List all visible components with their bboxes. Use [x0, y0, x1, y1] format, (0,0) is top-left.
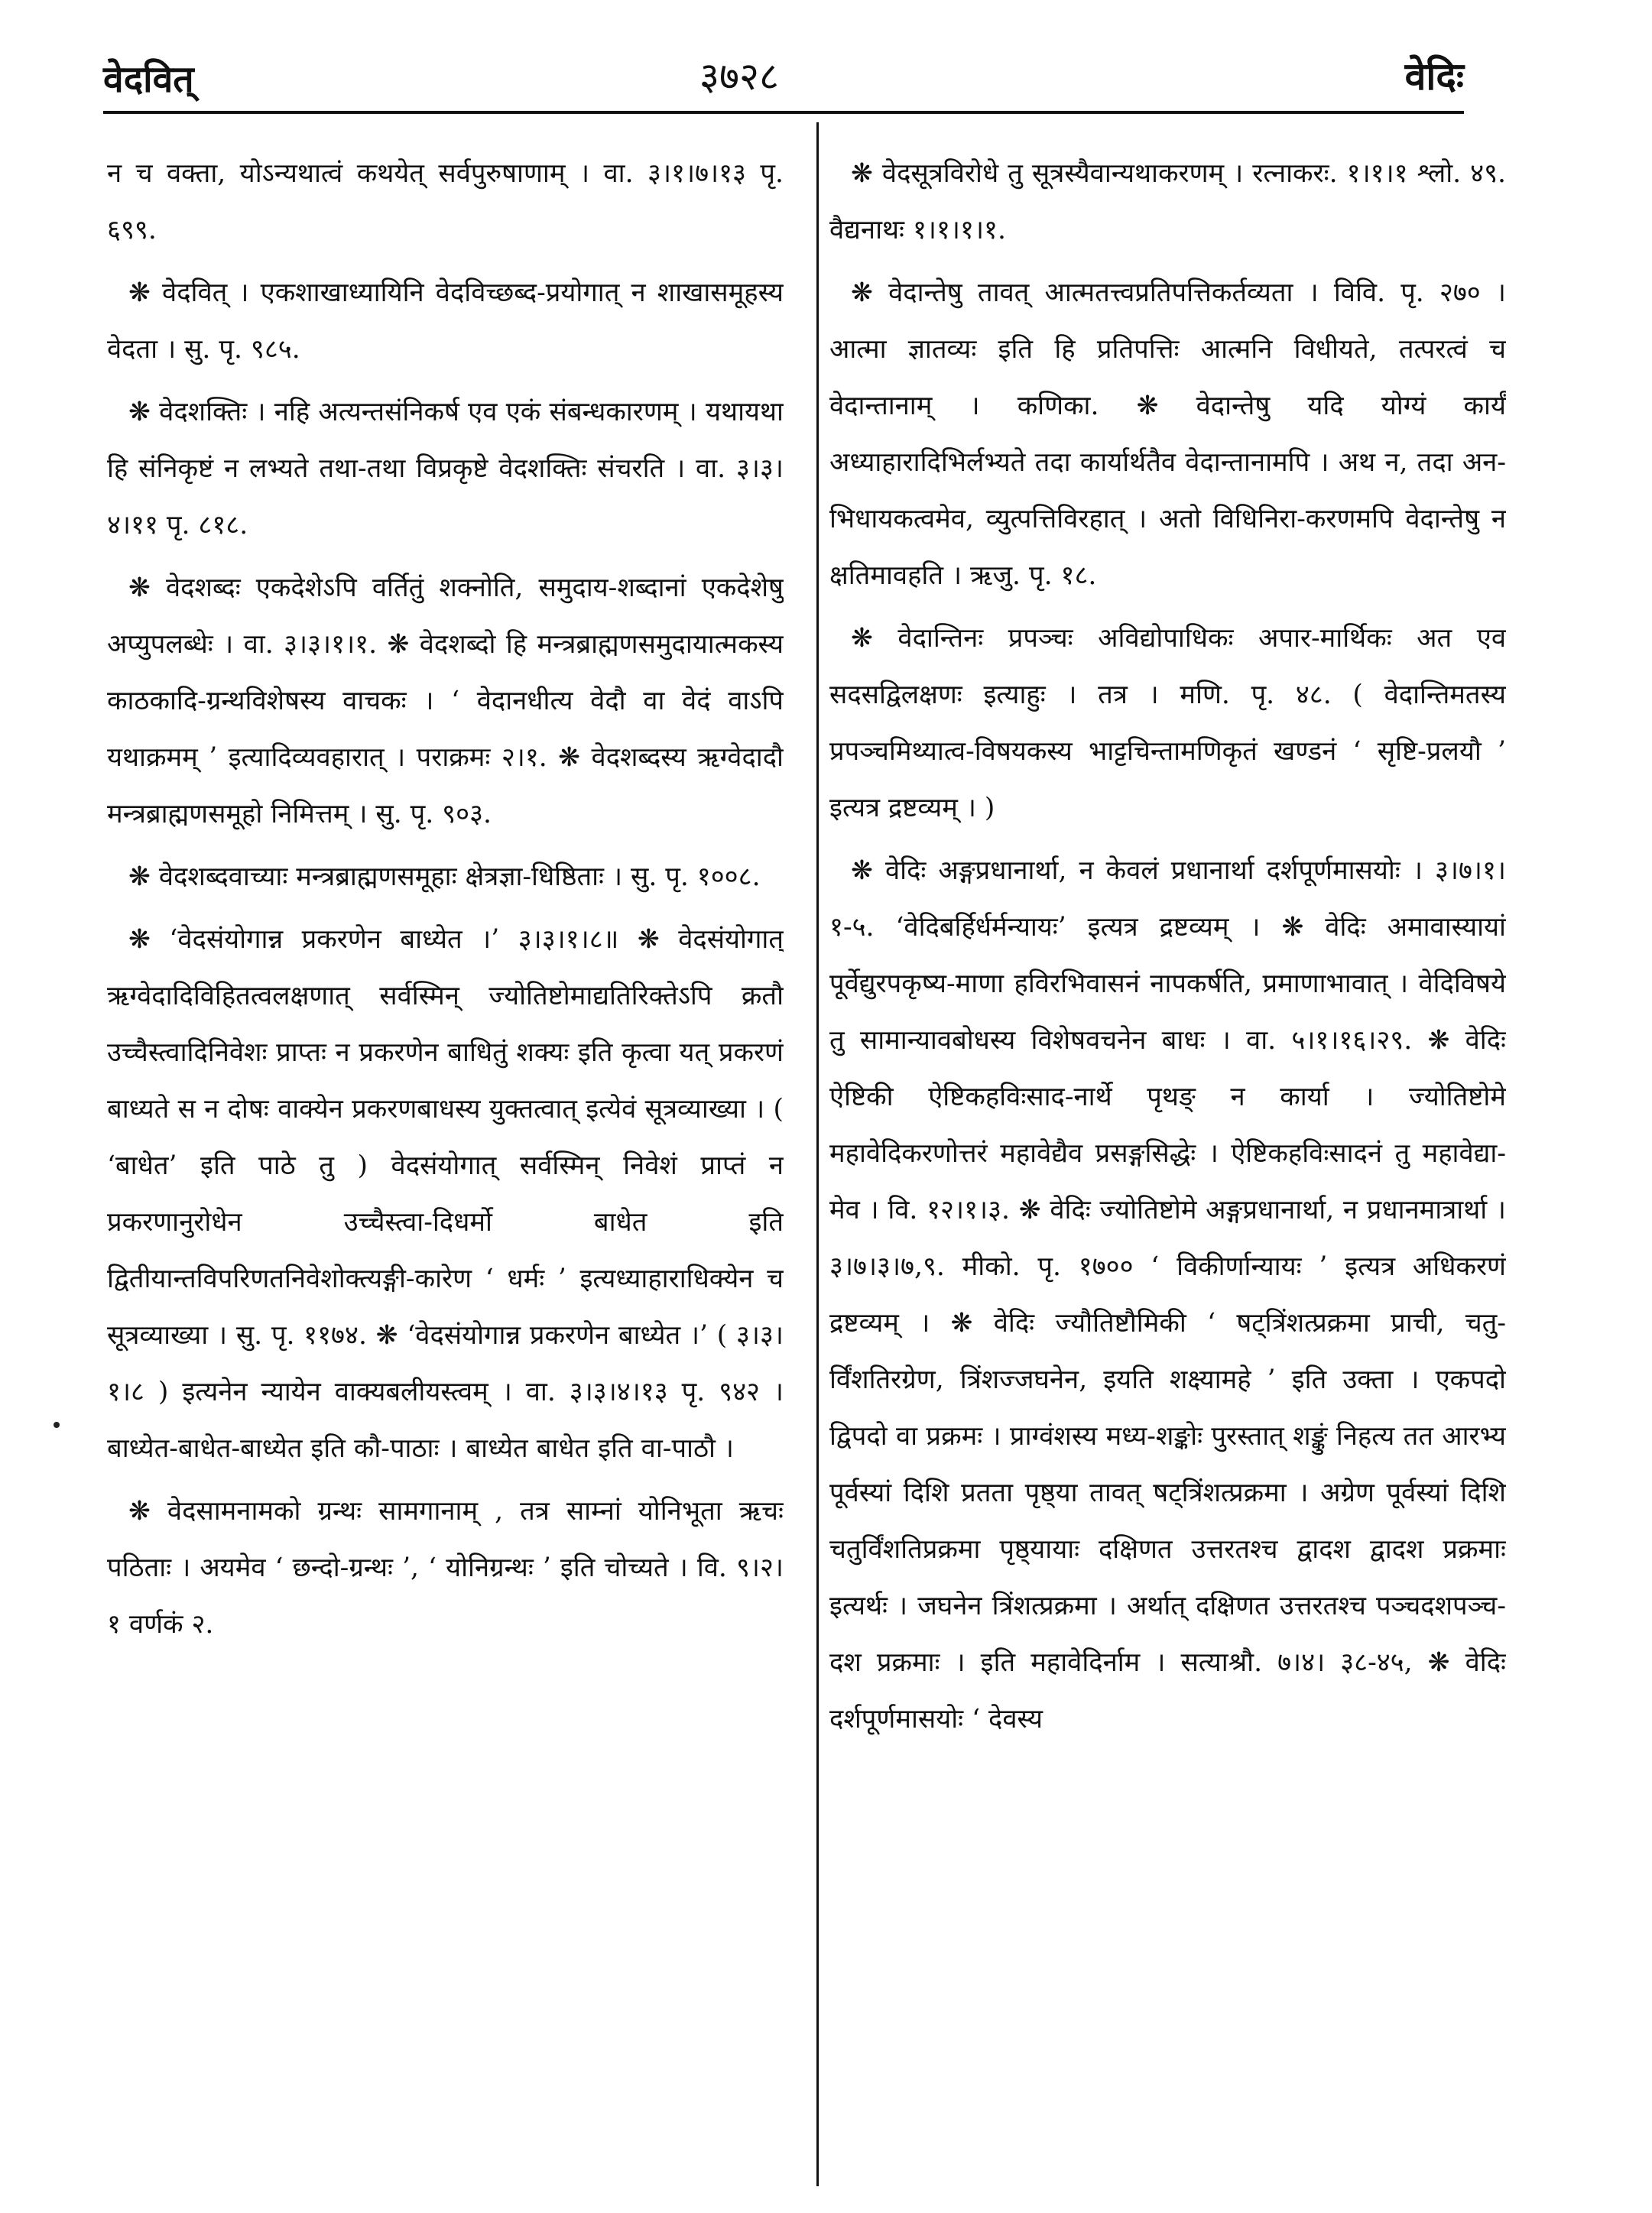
column-divider [816, 122, 819, 2186]
header-rule [103, 111, 1464, 114]
entry-paragraph: ❋ वेदशब्दवाच्याः मन्त्रब्राह्मणसमूहाः क्षेत्रज्ञा-धिष्ठिताः । सु. पृ. १००८. [128, 862, 761, 892]
entry-paragraph: न च वक्ता, योऽन्यथात्वं कथयेत् सर्वपुरुषाणाम् । वा. ३।१।७।१३ पृ. ६९९. [107, 158, 784, 245]
scan-speck [54, 1422, 60, 1428]
entry-paragraph: ❋ वेदसूत्रविरोधे तु सूत्रस्यैवान्यथाकरणम् । रत्नाकरः. १।१।१ श्लो. ४९. वैद्यनाथः १।१।१।१. [829, 158, 1506, 245]
entry-paragraph: ❋ वेदसामनामको ग्रन्थः सामगानाम् , तत्र साम्नां योनिभूता ऋचः पठिताः । अयमेव ‘ छन्दो-ग्रन्थः ’, ‘ योनिग्रन्थः ’ इति चोच्यते । वि. ९।२।१ वर्णकं २. [107, 1496, 784, 1640]
header-last-entry: वेदिः [1404, 54, 1464, 99]
page-number: ३७२८ [699, 54, 779, 99]
entry-paragraph: ❋ वेदान्तेषु तावत् आत्मतत्त्वप्रतिपत्तिकर्तव्यता । विवि. पृ. २७० । आत्मा ज्ञातव्यः इति हि प्रतिपत्तिः आत्मनि विधीयते, तत्परत्वं च वेदान्तानाम् । कणिका. ❋ वेदान्तेषु यदि योग्यं कार्यं अध्याहारादिभिर्लभ्यते तदा कार्यार्थतैव वेदान्तानामपि । अथ न, तदा अन-भिधायकत्वमेव, व्युत्पत्तिविरहात् । अतो विधिनिरा-करणमपि वेदान्तेषु न क्षतिमावहति । ऋजु. पृ. १८. [829, 277, 1506, 591]
entry-paragraph: ❋ ‘वेदसंयोगान्न प्रकरणेन बाध्येत ।’ ३।३।१।८॥ ❋ वेदसंयोगात् ऋग्वेदादिविहितत्वलक्षणात् सर्वस्मिन् ज्योतिष्टोमाद्यतिरिक्तेऽपि क्रतौ उच्चैस्त्वादिनिवेशः प्राप्तः न प्रकरणेन बाधितुं शक्यः इति कृत्वा यत् प्रकरणं बाध्यते स न दोषः वाक्येन प्रकरणबाधस्य युक्तत्वात् इत्येवं सूत्रव्याख्या । ( ‘बाधेत’ इति पाठे तु ) वेदसंयोगात् सर्वस्मिन् निवेशं प्राप्तं न प्रकरणानुरोधेन उच्चैस्त्वा-दिधर्मो बाधेत इति द्वितीयान्तविपरिणतनिवेशोक्त्यङ्गी-कारेण ‘ धर्मः ’ इत्यध्याहाराधिक्येन च सूत्रव्याख्या । सु. पृ. ११७४. ❋ ‘वेदसंयोगान्न प्रकरणेन बाध्येत ।’ ( ३।३।१।८ ) इत्यनेन न्यायेन वाक्यबलीयस्त्वम् । वा. ३।३।४।१३ पृ. ९४२ । बाध्येत-बाधेत-बाध्येत इति कौ-पाठाः । बाध्येत बाधेत इति वा-पाठौ । [107, 924, 784, 1464]
entry-paragraph: ❋ वेदान्तिनः प्रपञ्चः अविद्योपाधिकः अपार-मार्थिकः अत एव सदसद्विलक्षणः इत्याहुः । तत्र । मणि. पृ. ४८. ( वेदान्तिमतस्य प्रपञ्चमिथ्यात्व-विषयकस्य भाट्टचिन्तामणिकृतं खण्डनं ‘ सृष्टि-प्रलयौ ’ इत्यत्र द्रष्टव्यम् । ) [829, 623, 1506, 823]
running-header [103, 31, 1464, 115]
entry-paragraph: ❋ वेदवित् । एकशाखाध्यायिनि वेदविच्छब्द-प्रयोगात् न शाखासमूहस्य वेदता । सु. पृ. ९८५. [107, 277, 784, 365]
entry-paragraph: ❋ वेदिः अङ्गप्रधानार्था, न केवलं प्रधानार्था दर्शपूर्णमासयोः । ३।७।१।१-५. ‘वेदिबर्हिर्धर्मन्यायः’ इत्यत्र द्रष्टव्यम् । ❋ वेदिः अमावास्यायां पूर्वेद्युरपकृष्य-माणा हविरभिवासनं नापकर्षति, प्रमाणाभावात् । वेदिविषये तु सामान्यावबोधस्य विशेषवचनेन बाधः । वा. ५।१।१६।२९. ❋ वेदिः ऐष्टिकी ऐष्टिकहविःसाद-नार्थे पृथङ् न कार्या । ज्योतिष्टोमे महावेदिकरणोत्तरं महावेद्यैव प्रसङ्गसिद्धेः । ऐष्टिकहविःसादनं तु महावेद्या-मेव । वि. १२।१।३. ❋ वेदिः ज्योतिष्टोमे अङ्गप्रधानार्था, न प्रधानमात्रार्था । ३।७।३।७,९. मीको. पृ. १७०० ‘ विकीर्णान्यायः ’ इत्यत्र अधिकरणं द्रष्टव्यम् । ❋ वेदिः ज्यौतिष्टौमिकी ‘ षट्त्रिंशत्प्रक्रमा प्राची, चतु-र्विंशतिरग्रेण, त्रिंशज्जघनेन, इयति शक्ष्यामहे ’ इति उक्ता । एकपदो द्विपदो वा प्रक्रमः । प्राग्वंशस्य मध्य-शङ्कोः पुरस्तात् शङ्कुं निहत्य तत आरभ्य पूर्वस्यां दिशि प्रतता पृष्ठ्या तावत् षट्त्रिंशत्प्रक्रमा । अग्रेण पूर्वस्यां दिशि चतुर्विंशतिप्रक्रमा पृष्ठ्यायाः दक्षिणत उत्तरतश्च द्वादश द्वादश प्रक्रमाः इत्यर्थः । जघनेन त्रिंशत्प्रक्रमा । अर्थात् दक्षिणत उत्तरतश्च पञ्चदशपञ्च-दश प्रक्रमाः । इति महावेदिर्नाम । सत्याश्रौ. ७।४। ३८-४५, ❋ वेदिः दर्शपूर्णमासयोः ‘ देवस्य [829, 855, 1506, 1734]
entry-paragraph: ❋ वेदशब्दः एकदेशेऽपि वर्तितुं शक्नोति, समुदाय-शब्दानां एकदेशेषु अप्युपलब्धेः । वा. ३।३।१।१. ❋ वेदशब्दो हि मन्त्रब्राह्मणसमुदायात्मकस्य काठकादि-ग्रन्थविशेषस्य वाचकः । ‘ वेदानधीत्य वेदौ वा वेदं वाऽपि यथाक्रमम् ’ इत्यादिव्यवहारात् । पराक्रमः २।१. ❋ वेदशब्दस्य ऋग्वेदादौ मन्त्रब्राह्मणसमूहो निमित्तम् । सु. पृ. ९०३. [107, 573, 784, 829]
right-column [829, 145, 1506, 2194]
left-column [107, 145, 784, 2194]
entry-paragraph: ❋ वेदशक्तिः । नहि अत्यन्तसंनिकर्ष एव एकं संबन्धकारणम् । यथायथा हि संनिकृष्टं न लभ्यते तथा-तथा विप्रकृष्टे वेदशक्तिः संचरति । वा. ३।३।४।११ पृ. ८१८. [107, 397, 784, 540]
header-first-entry: वेदवित् [103, 58, 194, 101]
